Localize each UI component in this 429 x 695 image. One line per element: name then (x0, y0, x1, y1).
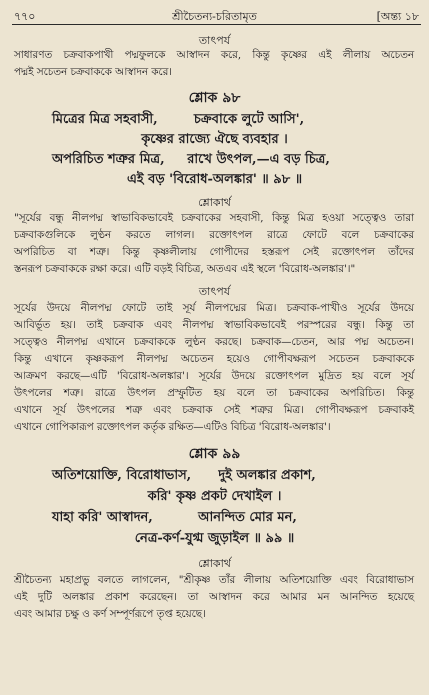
verse-line: কৃষ্ণের রাজ্যে ঐছে ব্যবহার । (141, 132, 288, 147)
verse-line: অপরিচিত শত্রুর মিত্র, রাখে উৎপল,—এ বড় চিত্র, (52, 152, 330, 167)
purport-line: এখানে সূর্য উৎপলের শত্রু এবং চক্রবাক সেই শত্রুর মিত্র। গোপীবক্ষরূপ চক্রবাকই (14, 404, 414, 416)
purport-line: আবির্ভূত হয়। তাই চক্রবাক এবং নীলপদ্ম স্বাভাবিকভাবেই পরস্পরের বন্ধু। কিন্তু তা (14, 319, 414, 331)
purport-line: পদ্মই সচেতন চক্রবাককে আস্বাদন করে। (14, 66, 172, 78)
translation-line: স্তনরূপ চক্রবাককে রক্ষা করে। এটি বড়ই বিচিত্র, অতএব এই স্থলে 'বিরোধ-অলঙ্কার'।" (14, 263, 356, 275)
translation-line: চক্রবাকগুলিকে লুণ্ঠন করতে লাগল। রক্তোৎপল রাত্রে ফোটে বলে চক্রবাকের (14, 229, 414, 241)
chapter-reference: [অন্ত্য ১৮ (376, 10, 419, 23)
verse-heading: শ্লোক ৯৯ (188, 446, 241, 462)
verse-line: নেত্র-কর্ণ-যুগ্ম জুড়াইল ॥ ৯৯ ॥ (134, 531, 295, 546)
translation-line: "সূর্যের বন্ধু নীলপদ্ম স্বাভাবিকভাবেই চক্রবাকের সহবাসী, কিন্তু মিত্র হওয়া সত্ত্বেও তারা (14, 212, 414, 224)
verse-line: অতিশয়োক্তি, বিরোধাভাস, দুই অলঙ্কার প্রকাশ, (52, 468, 316, 483)
purport-line: সূর্যের উদয়ে নীলপদ্ম ফোটে তাই সূর্য নীলপদ্মের মিত্র। চক্রবাক-পাখীও সূর্যের উদয়ে (14, 302, 414, 314)
verse-line: এই বড় 'বিরোধ-অলঙ্কার' ॥ ৯৮ ॥ (126, 172, 303, 187)
book-title: শ্রীচৈতন্য-চরিতামৃত (172, 10, 257, 23)
purport-line: এখানে গোপিকারূপ রক্তোৎপল কর্তৃক রক্ষিত—এটিও বিচিত্র 'বিরোধ-অলঙ্কার'। (14, 421, 331, 433)
translation-line: শ্রীচৈতন্য মহাপ্রভু বলতে লাগলেন, "শ্রীকৃষ্ণ তাঁর লীলায় অতিশয়োক্তি এবং বিরোধাভাস (14, 574, 414, 586)
purport-line: কিন্তু এখানে কৃষ্ণকরূপ নীলপদ্ম অচেতন হয়েও গোপীবক্ষরূপ সচেতন চক্রবাককে (14, 353, 414, 365)
translation-heading: শ্লোকার্থ (198, 557, 231, 570)
verse-line: যাহা করি' আস্বাদন, আনন্দিত মোর মন, (52, 510, 297, 525)
purport-heading: তাৎপর্য (198, 34, 231, 47)
running-header (0, 4, 429, 26)
verse-line: মিত্রের মিত্র সহবাসী, চক্রবাকে লুটে আসি', (52, 112, 305, 127)
verse-line: করি' কৃষ্ণ প্রকট দেখাইল । (147, 489, 282, 504)
translation-heading: শ্লোকার্থ (198, 196, 231, 209)
purport-line: সত্ত্বেও নীলপদ্ম এখানে চক্রবাককে লুণ্ঠন করছে। চক্রবাক—চেতন, আর পদ্ম অচেতন। (14, 336, 414, 348)
purport-line: সাধারণত চক্রবাকপাখী পদ্মফুলকে আস্বাদন করে, কিন্তু কৃষ্ণের এই লীলায় অচেতন (14, 49, 414, 61)
header-rule (12, 24, 421, 25)
translation-line: এবং আমার চক্ষু ও কর্ণ সম্পূর্ণরূপে তৃপ্ত হয়েছে। (14, 608, 206, 620)
purport-line: উৎপলের শত্রু। রাত্রে উৎপল প্রস্ফুটিত হয় বলে তা চক্রবাকের অপরিচিত। কিন্তু (14, 387, 414, 399)
page-number: ৭৭০ (14, 10, 36, 23)
verse-heading: শ্লোক ৯৮ (188, 90, 241, 106)
translation-line: এই দুটি অলঙ্কার প্রকাশ করেছেন। তা আস্বাদন করে আমার মন আনন্দিত হয়েছে (14, 591, 414, 603)
translation-line: অপরিচিত বা শত্রু। কিন্তু কৃষ্ণলীলায় গোপীদের হস্তরূপ সেই রক্তোৎপল তাঁদের (14, 246, 414, 258)
purport-line: আক্রমণ করছে—এটি 'বিরোধ-অলঙ্কার'। সূর্যের উদয়ে রক্তোৎপল মুদ্রিত হয় বলে সূর্য (14, 370, 414, 382)
purport-heading: তাৎপর্য (198, 285, 231, 298)
